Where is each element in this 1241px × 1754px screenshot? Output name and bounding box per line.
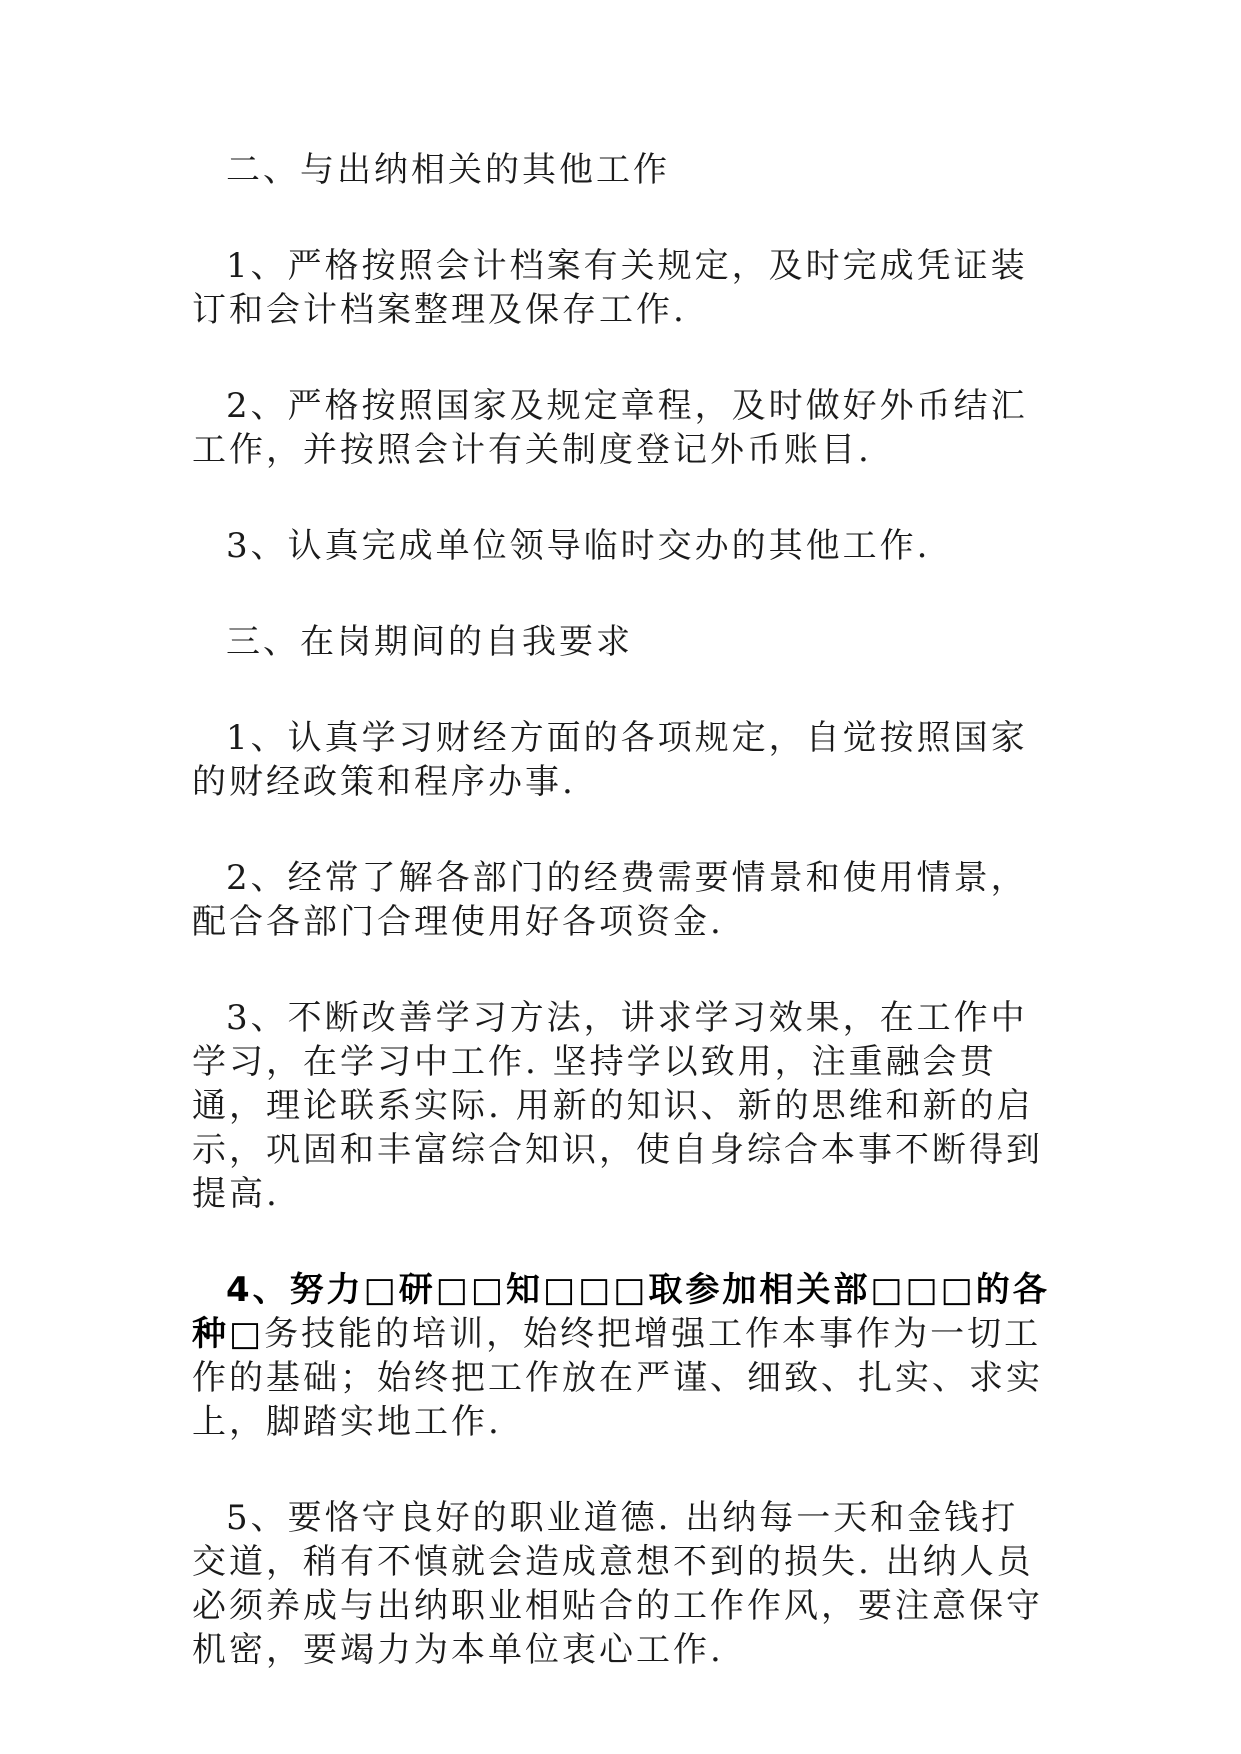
paragraph-2-3: 3、认真完成单位领导临时交办的其他工作.: [226, 526, 931, 566]
paragraph-2-2: 2、严格按照国家及规定章程，及时做好外币结汇工作，并按照会计有关制度登记外币账目.: [192, 386, 1028, 470]
paragraph-2-1: 1、严格按照会计档案有关规定，及时完成凭证装订和会计档案整理及保存工作.: [192, 246, 1028, 330]
document-page: [192, 148, 1052, 1724]
section-heading-2: 二、与出纳相关的其他工作: [226, 150, 670, 190]
paragraph-3-5: 5、要恪守良好的职业道德. 出纳每一天和金钱打交道，稍有不慎就会造成意想不到的损失. 出纳人员必须养成与出纳职业相贴合的工作作风，要注意保守机密，要竭力为本单位衷心工作.: [192, 1498, 1043, 1670]
section-heading-3: 三、在岗期间的自我要求: [226, 622, 633, 662]
paragraph-3-3: 3、不断改善学习方法，讲求学习效果，在工作中学习，在学习中工作. 坚持学以致用，注重融会贯通，理论联系实际. 用新的知识、新的思维和新的启示，巩固和丰富综合知识，使自身综合本事不断得到提高.: [192, 998, 1043, 1214]
paragraph-3-4-body: 务技能的培训，始终把增强工作本事作为一切工作的基础；始终把工作放在严谨、细致、扎实、求实上，脚踏实地工作.: [192, 1314, 1043, 1442]
paragraph-3-1: 1、认真学习财经方面的各项规定，自觉按照国家的财经政策和程序办事.: [192, 718, 1028, 802]
paragraph-3-4: [192, 1268, 1052, 1444]
paragraph-3-4-lead: 4、努力□研□□知□□□取参加相关部□□□的各种□: [192, 1270, 1050, 1354]
paragraph-3-2: 2、经常了解各部门的经费需要情景和使用情景，配合各部门合理使用好各项资金.: [192, 858, 1028, 942]
